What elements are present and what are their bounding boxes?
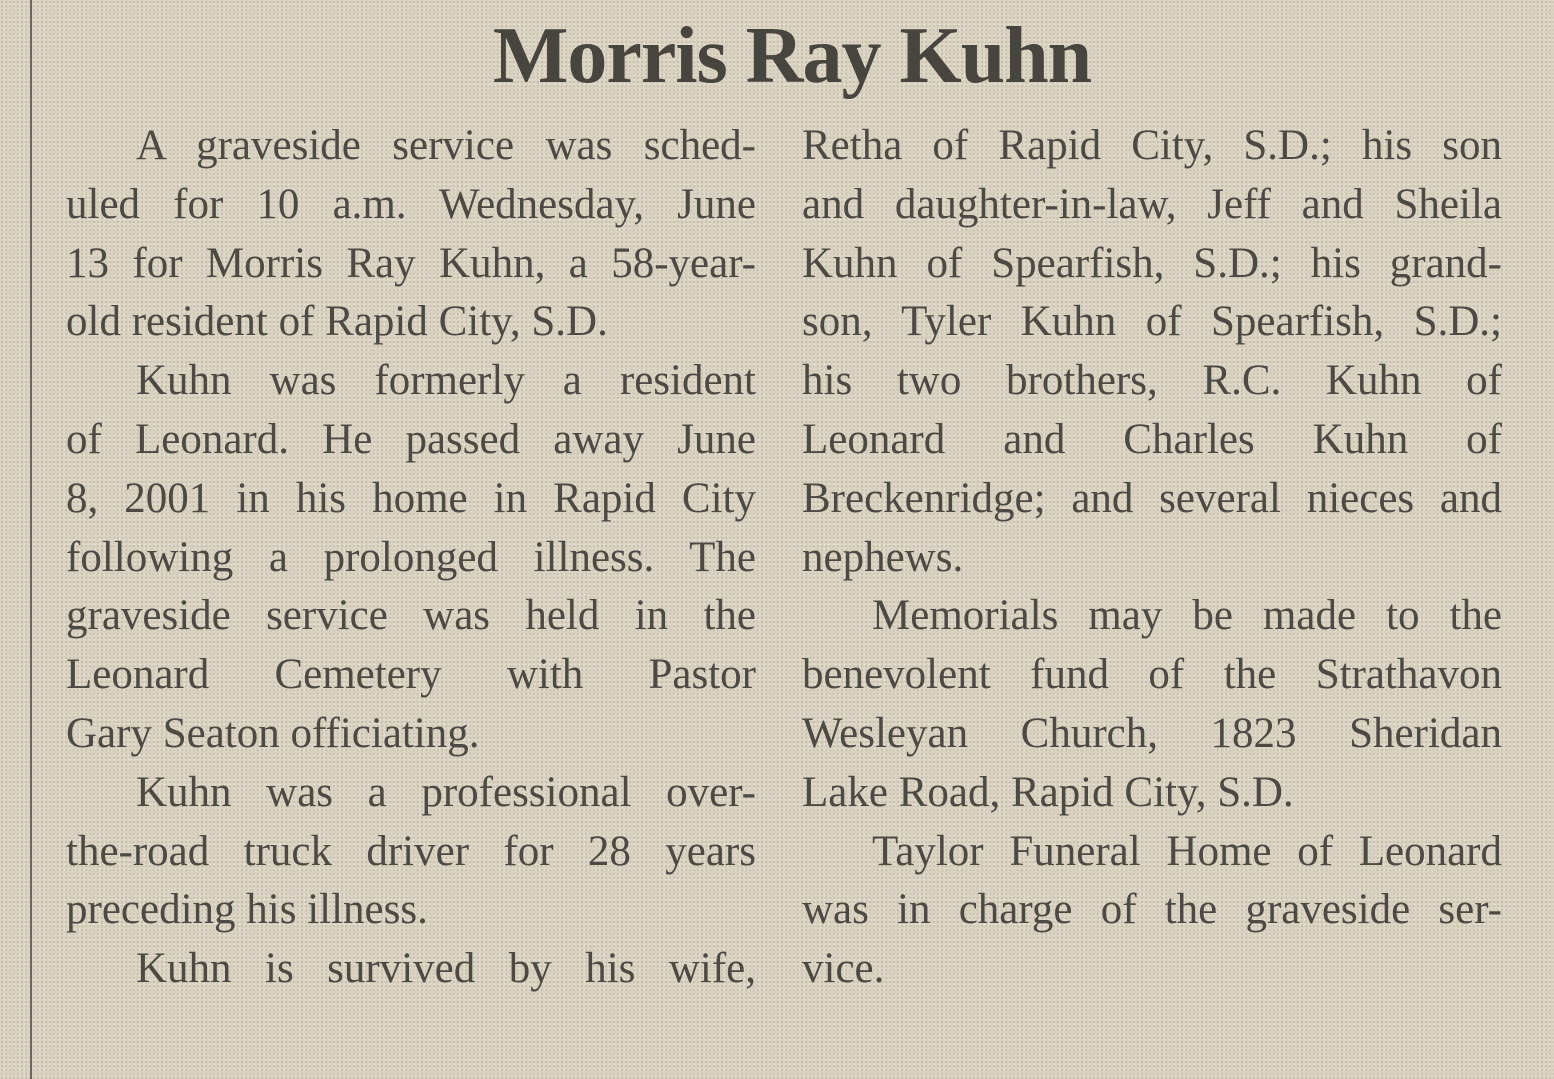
text-line: his two brothers, R.C. Kuhn of xyxy=(802,357,1502,405)
text-line: Memorials may be made to the xyxy=(872,592,1502,640)
text-line: uled for 10 a.m. Wednesday, June xyxy=(66,180,756,228)
text-line: of Leonard. He passed away June xyxy=(66,415,756,463)
text-line: graveside service was held in the xyxy=(66,592,756,640)
text-line: Leonard and Charles Kuhn of xyxy=(802,415,1502,463)
text-line: old resident of Rapid City, S.D. xyxy=(66,298,608,346)
column-rule xyxy=(30,0,32,1079)
text-line: Kuhn is survived by his wife, xyxy=(136,945,756,993)
text-line: and daughter-in-law, Jeff and Sheila xyxy=(802,180,1502,228)
text-line: Kuhn was formerly a resident xyxy=(136,357,756,405)
text-line: Leonard Cemetery with Pastor xyxy=(66,651,756,699)
text-line: Wesleyan Church, 1823 Sheridan xyxy=(802,709,1502,757)
text-line: benevolent fund of the Strathavon xyxy=(802,651,1502,699)
text-line: Kuhn of Spearfish, S.D.; his grand- xyxy=(802,239,1502,287)
right-column xyxy=(802,117,1502,999)
text-line: following a prolonged illness. The xyxy=(66,533,756,581)
left-column xyxy=(66,117,756,999)
text-line: 8, 2001 in his home in Rapid City xyxy=(66,474,756,522)
text-line: Gary Seaton officiating. xyxy=(66,709,480,757)
text-line: Breckenridge; and several nieces and xyxy=(802,474,1502,522)
text-line: preceding his illness. xyxy=(66,886,428,934)
text-line: Taylor Funeral Home of Leonard xyxy=(872,827,1502,875)
text-line: Lake Road, Rapid City, S.D. xyxy=(802,768,1294,816)
text-line: was in charge of the graveside ser- xyxy=(802,886,1502,934)
text-line: son, Tyler Kuhn of Spearfish, S.D.; xyxy=(802,298,1502,346)
text-line: Kuhn was a professional over- xyxy=(136,768,756,816)
obituary-title: Morris Ray Kuhn xyxy=(492,12,1092,100)
text-line: A graveside service was sched- xyxy=(136,122,756,169)
text-line: 13 for Morris Ray Kuhn, a 58-year- xyxy=(66,239,756,287)
text-line: Retha of Rapid City, S.D.; his son xyxy=(802,122,1502,169)
text-line: the-road truck driver for 28 years xyxy=(66,827,756,875)
text-line: nephews. xyxy=(802,533,964,581)
text-line: vice. xyxy=(802,945,885,993)
